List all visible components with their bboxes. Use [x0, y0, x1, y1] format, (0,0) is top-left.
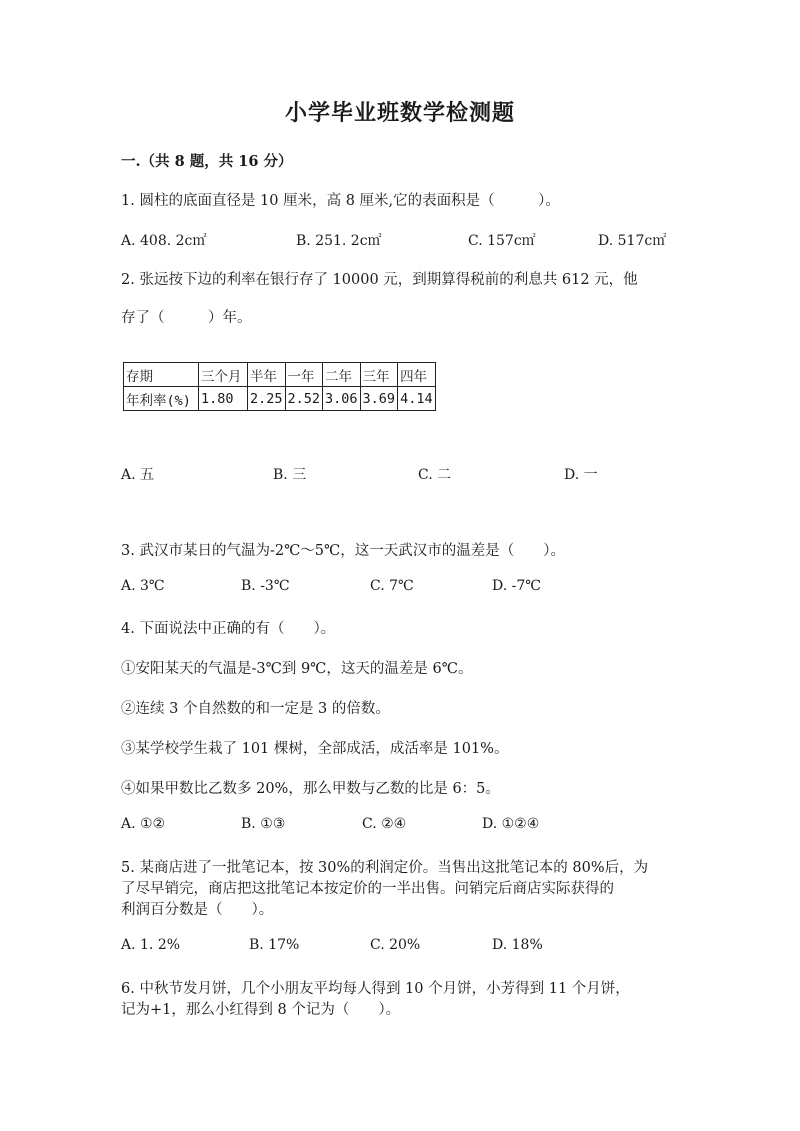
question-4-option-c: C. ②④	[362, 816, 407, 832]
question-5-option-b: B. 17%	[249, 937, 300, 953]
table-cell: 年利率(%)	[124, 387, 199, 411]
question-1-stem: 1. 圆柱的底面直径是 10 厘米，高 8 厘米,它的表面积是（ ）。	[121, 193, 560, 209]
table-header-row	[124, 363, 436, 387]
question-6-stem-line-1: 6. 中秋节发月饼，几个小朋友平均每人得到 10 个月饼，小芳得到 11 个月饼，	[121, 981, 630, 997]
table-cell: 3.69	[360, 387, 398, 411]
question-2-stem-line-2: 存了（ ）年。	[121, 310, 252, 326]
question-5-option-c: C. 20%	[370, 937, 421, 953]
table-cell: 2.25	[248, 387, 286, 411]
question-5-stem-line-3: 利润百分数是（ ）。	[121, 902, 274, 918]
question-3-option-d: D. -7℃	[492, 578, 541, 594]
question-4-stem: 4. 下面说法中正确的有（ ）。	[121, 621, 336, 637]
question-4-statement-2: ②连续 3 个自然数的和一定是 3 的倍数。	[121, 701, 390, 717]
question-5-stem-line-2: 了尽早销完，商店把这批笔记本按定价的一半出售。问销完后商店实际获得的	[121, 881, 614, 897]
table-cell: 1.80	[199, 387, 248, 411]
table-cell: 三个月	[199, 363, 248, 387]
table-cell: 半年	[248, 363, 286, 387]
question-1-option-c: C. 157c㎡	[468, 233, 536, 249]
question-2-option-c: C. 二	[418, 467, 452, 483]
question-2-option-a: A. 五	[121, 467, 155, 483]
table-cell: 3.06	[323, 387, 361, 411]
table-cell: 二年	[323, 363, 361, 387]
question-3-stem: 3. 武汉市某日的气温为-2℃～5℃，这一天武汉市的温差是（ ）。	[121, 543, 565, 559]
table-cell: 2.52	[285, 387, 323, 411]
question-1-option-b: B. 251. 2c㎡	[296, 233, 382, 249]
question-4-option-b: B. ①③	[241, 816, 286, 832]
question-4-statement-3: ③某学校学生栽了 101 棵树，全部成活，成活率是 101%。	[121, 741, 509, 757]
interest-rate-table	[123, 362, 436, 411]
table-cell: 4.14	[398, 387, 436, 411]
question-1-option-a: A. 408. 2c㎡	[121, 233, 207, 249]
question-4-option-a: A. ①②	[121, 816, 166, 832]
question-5-option-a: A. 1. 2%	[121, 937, 181, 953]
section-header: 一.（共 8 题，共 16 分）	[121, 153, 293, 170]
question-1-option-d: D. 517c㎡	[598, 233, 667, 249]
question-2-option-d: D. 一	[564, 467, 598, 483]
question-4-option-d: D. ①②④	[482, 816, 540, 832]
question-2-stem-line-1: 2. 张远按下边的利率在银行存了 10000 元，到期算得税前的利息共 612 元，他	[121, 272, 638, 288]
table-cell: 三年	[360, 363, 398, 387]
question-3-option-b: B. -3℃	[241, 578, 290, 594]
question-2-option-b: B. 三	[273, 467, 307, 483]
question-3-option-c: C. 7℃	[370, 578, 414, 594]
table-cell: 一年	[285, 363, 323, 387]
page-title: 小学毕业班数学检测题	[284, 100, 515, 126]
question-4-statement-1: ①安阳某天的气温是-3℃到 9℃，这天的温差是 6℃。	[121, 661, 473, 677]
question-5-option-d: D. 18%	[492, 937, 543, 953]
question-6-stem-line-2: 记为+1，那么小红得到 8 个记为（ ）。	[121, 1002, 401, 1018]
question-3-option-a: A. 3℃	[121, 578, 165, 594]
question-4-statement-4: ④如果甲数比乙数多 20%，那么甲数与乙数的比是 6：5。	[121, 781, 500, 797]
table-row	[124, 387, 436, 411]
table-cell: 四年	[398, 363, 436, 387]
table-cell: 存期	[124, 363, 199, 387]
question-5-stem-line-1: 5. 某商店进了一批笔记本，按 30%的利润定价。当售出这批笔记本的 80%后，为	[121, 860, 649, 876]
